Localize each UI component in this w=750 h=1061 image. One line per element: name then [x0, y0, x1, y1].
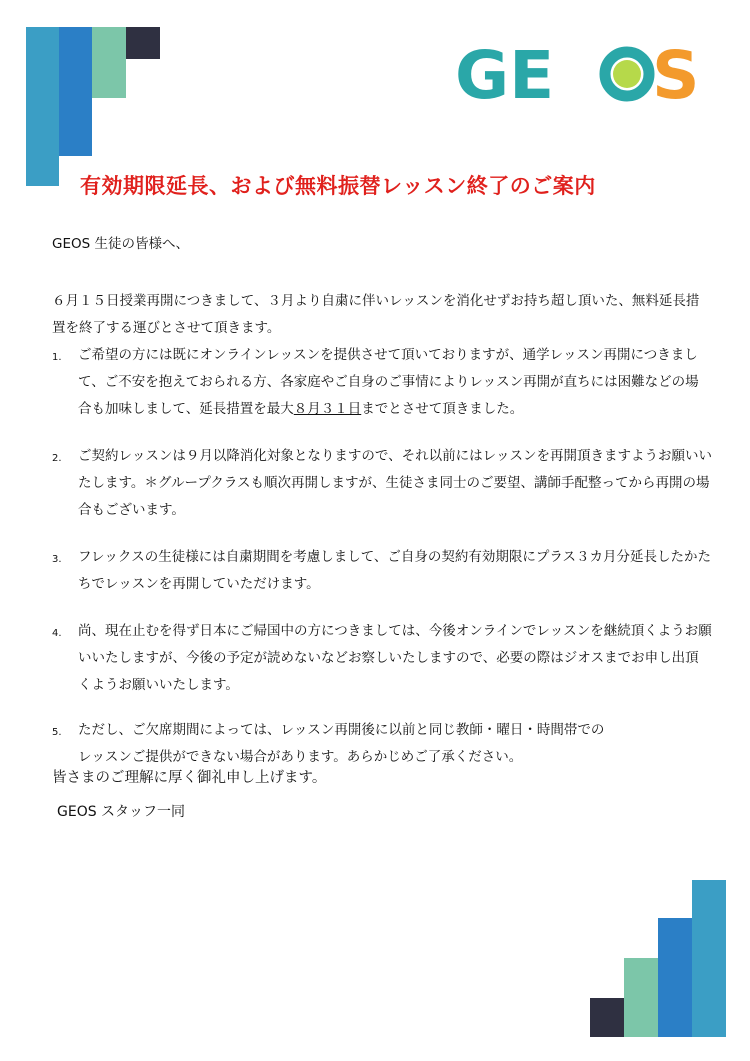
list-item-2: [52, 443, 712, 524]
signature: GEOS スタッフ一同: [57, 804, 186, 820]
decor-bar-top-2: [59, 27, 92, 156]
logo-letters-ge: GE: [455, 37, 555, 108]
list-item-4: [52, 618, 712, 699]
list-text-line-1: ただし、ご欠席期間によっては、レッスン再開後に以前と同じ教師・曜日・時間帯での: [78, 722, 605, 738]
list-number: 1.: [52, 352, 62, 363]
decor-bar-top-4: [126, 27, 160, 59]
list-item-1: [52, 342, 712, 423]
closing-remark: 皆さまのご理解に厚く御礼申し上げます。: [52, 770, 327, 786]
list-text: 尚、現在止むを得ず日本にご帰国中の方につきましては、今後オンラインでレッスンを継続頂くようお願いいたしますが、今後の予定が読めないなどお察しいたしますので、必要の際はジオスまでお申し出頂くようお願いいたします。: [78, 623, 712, 693]
list-number: 2.: [52, 453, 62, 464]
list-item-5: [52, 717, 712, 771]
decor-bar-bottom-1: [590, 998, 624, 1037]
decor-bar-bottom-4: [692, 880, 726, 1037]
list-text: ご契約レッスンは９月以降消化対象となりますので、それ以前にはレッスンを再開頂きますようお願いいたします。＊グループクラスも順次再開しますが、生徒さま同士のご要望、講師手配整ってから再開の場合もございます。: [78, 448, 712, 518]
greeting: GEOS 生徒の皆様へ、: [52, 236, 189, 252]
list-number: 3.: [52, 554, 62, 565]
decor-bar-top-3: [92, 27, 126, 98]
list-number: 5.: [52, 727, 62, 738]
decor-bar-bottom-3: [658, 918, 692, 1037]
page-title: 有効期限延長、および無料振替レッスン終了のご案内: [80, 174, 596, 198]
logo-o-ball: [613, 60, 641, 88]
list-text-pre: ご希望の方には既にオンラインレッスンを提供させて頂いておりますが、通学レッスン再開につきまして、ご不安を抱えておられる方、各家庭やご自身のご事情によりレッスン再開が直ちには困難などの場合も加味しまして、延長措置を最大: [78, 347, 699, 417]
list-number: 4.: [52, 628, 62, 639]
list-text-post: までとさせて頂きました。: [361, 401, 524, 417]
list-item-3: [52, 544, 712, 598]
list-text-line-2: レッスンご提供ができない場合があります。あらかじめご了承ください。: [78, 749, 523, 765]
decor-bar-top-1: [26, 27, 59, 186]
intro-paragraph: ６月１５日授業再開につきまして、３月より自粛に伴いレッスンを消化せずお持ち超し頂いた、無料延長措置を終了する運びとさせて頂きます。: [52, 293, 700, 336]
list-text: フレックスの生徒様には自粛期間を考慮しまして、ご自身の契約有効期限にプラス３カ月分延長したかたちでレッスンを再開していただけます。: [78, 549, 712, 592]
decor-bar-bottom-2: [624, 958, 658, 1037]
logo-letter-s: S: [652, 37, 700, 108]
notice-list: [52, 342, 712, 771]
deadline-date: ８月３１日: [293, 401, 362, 417]
geos-logo: [455, 36, 700, 108]
